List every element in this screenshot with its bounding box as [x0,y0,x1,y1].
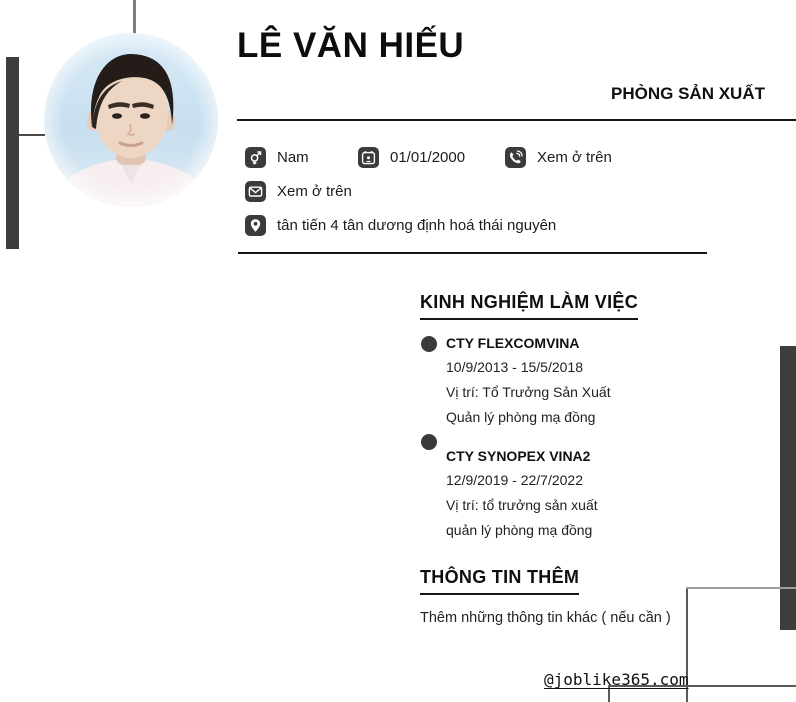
experience-section-title: KINH NGHIỆM LÀM VIỆC [420,292,638,320]
profile-photo [44,33,218,207]
department-title: PHÒNG SẢN XUẤT [611,84,765,103]
left-horizontal-line [19,134,45,136]
site-watermark: @joblike365.com [544,670,689,689]
profile-photo-illustration [44,33,218,207]
top-vertical-line [133,0,136,34]
additional-note: Thêm những thông tin khác ( nếu cần ) [420,610,671,626]
phone-value: Xem ở trên [537,148,612,166]
additional-section-title: THÔNG TIN THÊM [420,567,579,595]
experience-description: Quản lý phòng mạ đồng [446,409,596,425]
experience-period: 10/9/2013 - 15/5/2018 [446,359,584,375]
email-icon [245,181,266,202]
birthday-value: 01/01/2000 [390,148,466,166]
contact-address [245,214,556,236]
contact-email [245,180,352,202]
email-value: Xem ở trên [277,182,352,200]
contact-divider [238,252,707,254]
experience-company: CTY SYNOPEX VINA2 [446,448,591,464]
contact-birthday [358,146,465,168]
frame-horizontal-line [686,587,796,589]
contact-phone [505,146,612,168]
experience-period: 12/9/2019 - 22/7/2022 [446,472,584,488]
calendar-icon [358,147,379,168]
left-accent-bar [6,57,19,249]
contact-gender [245,146,309,168]
address-value: tân tiến 4 tân dương định hoá thái nguyên [277,216,557,234]
experience-position: Vị trí: tổ trưởng sản xuất [446,497,598,513]
location-icon [245,215,266,236]
candidate-name: LÊ VĂN HIẾU [237,26,465,65]
experience-bullet [421,336,437,352]
experience-position: Vị trí: Tổ Trưởng Sản Xuất [446,384,611,400]
experience-description: quản lý phòng mạ đồng [446,522,593,538]
gender-icon [245,147,266,168]
experience-company: CTY FLEXCOMVINA [446,335,580,351]
header-divider [237,119,796,121]
gender-value: Nam [277,148,309,166]
phone-icon [505,147,526,168]
experience-bullet [421,434,437,450]
